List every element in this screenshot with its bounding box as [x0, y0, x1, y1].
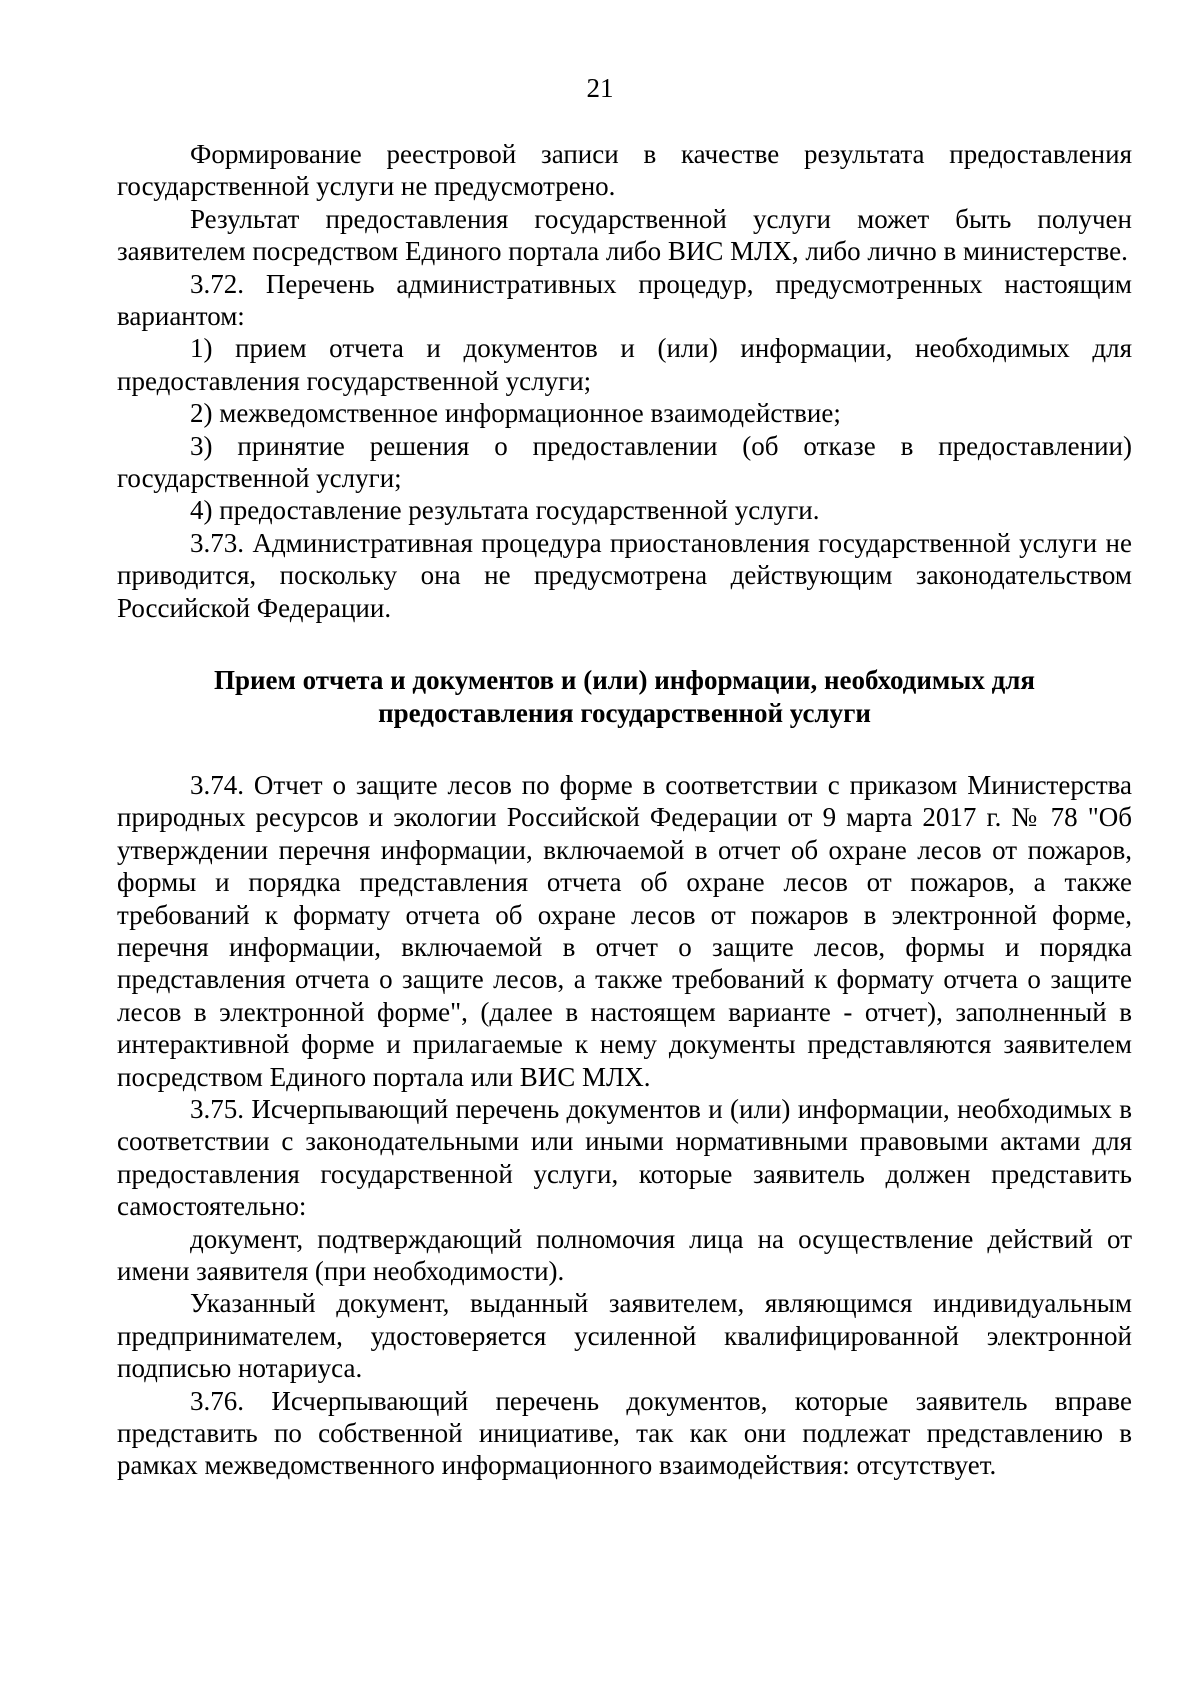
paragraph-result-delivery: Результат предоставления государственной услуги может быть получен заявителем посредством Единого портала либо ВИС МЛХ, либо лично в министерстве.: [117, 203, 1132, 267]
list-item-2: 2) межведомственное информационное взаимодействие;: [190, 398, 841, 429]
paragraph-3-74: 3.74. Отчет о защите лесов по форме в соответствии с приказом Министерства природных ресурсов и экологии Российской Федерации от 9 марта 2017 г. № 78 "Об утверждении перечня информации, включаемой в отчет об охране лесов от пожаров, формы и порядка представления отчета об охране лесов от пожаров, а также требований к формату отчета об охране лесов от пожаров в электронной форме, перечня информации, включаемой в отчет о защите лесов, формы и порядка представления отчета о защите лесов, а также требований к формату отчета о защите лесов в электронной форме", (далее в настоящем варианте - отчет), заполненный в интерактивной форме и прилагаемые к нему документы представляются заявителем посредством Единого портала или ВИС МЛХ.: [117, 769, 1132, 1092]
paragraph-notary-signature: Указанный документ, выданный заявителем, являющимся индивидуальным предпринимателем, удостоверяется усиленной квалифицированной электронной подписью нотариуса.: [117, 1288, 1132, 1384]
paragraph-registry-record: Формирование реестровой записи в качестве результата предоставления государственной услуги не предусмотрено.: [117, 139, 1132, 202]
list-item-4: 4) предоставление результата государственной услуги.: [190, 495, 820, 526]
paragraph-3-75: 3.75. Исчерпывающий перечень документов и (или) информации, необходимых в соответствии с законодательными или иными нормативными правовыми актами для предоставления государственной услуги, которые заявитель должен представить самостоятельно:: [117, 1093, 1132, 1222]
paragraph-3-72: 3.72. Перечень административных процедур, предусмотренных настоящим вариантом:: [117, 268, 1132, 332]
page-number: 21: [586, 73, 614, 103]
section-heading: Прием отчета и документов и (или) информации, необходимых для предоставления государственной услуги: [213, 665, 1036, 728]
list-item-3: 3) принятие решения о предоставлении (об отказе в предоставлении) государственной услуги;: [117, 430, 1132, 494]
document-body: [117, 138, 1132, 1482]
paragraph-3-73: 3.73. Административная процедура приостановления государственной услуги не приводится, поскольку она не предусмотрена действующим законодательством Российской Федерации.: [117, 527, 1132, 623]
paragraph-authority-document: документ, подтверждающий полномочия лица на осуществление действий от имени заявителя (при необходимости).: [117, 1223, 1132, 1286]
list-item-1: 1) прием отчета и документов и (или) информации, необходимых для предоставления государственной услуги;: [117, 333, 1132, 396]
paragraph-3-76: 3.76. Исчерпывающий перечень документов, которые заявитель вправе представить по собственной инициативе, так как они подлежат представлению в рамках межведомственного информационного взаимодействия: отсутствует.: [117, 1385, 1132, 1481]
